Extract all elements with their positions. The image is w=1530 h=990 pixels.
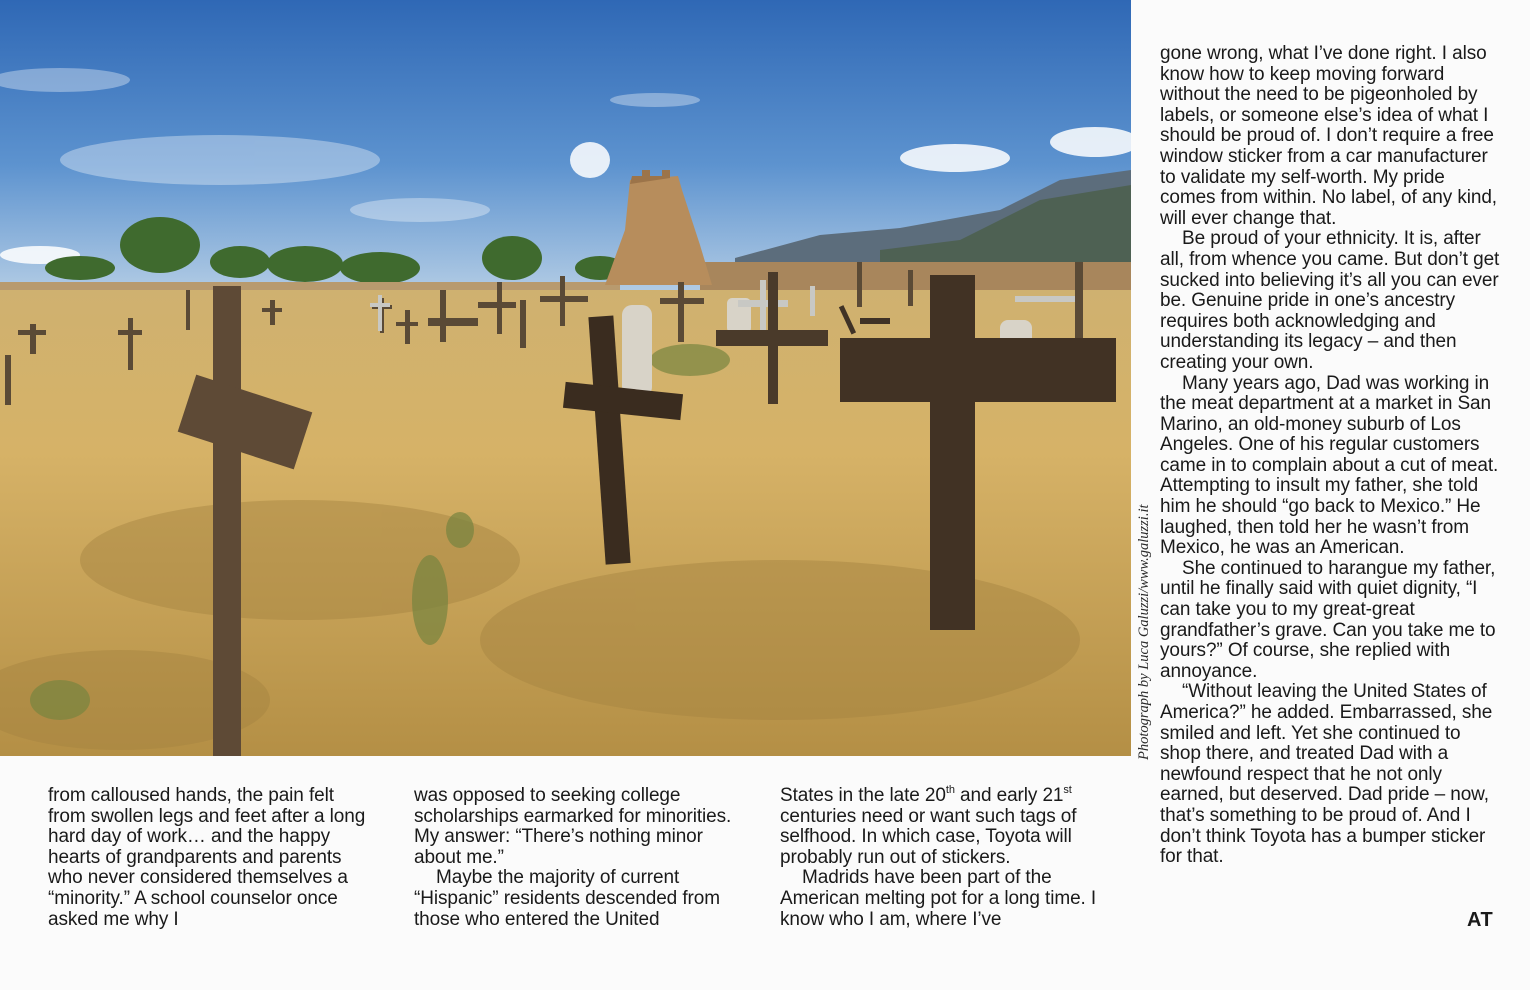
paragraph: “Without leaving the United States of America?” he added. Embarrassed, she smiled and left. Yet she continued to shop there, and treated Dad with a newfound respect that he not only earned, but deserved. Dad pride – now, that’s something to be proud of. And I don’t think Toyota has a bumper sticker for that. (1160, 681, 1493, 868)
paragraph: She continued to harangue my father, until he finally said with quiet dignity, “I can take you to my great-great grandfather’s grave. Can you take me to yours?” Of course, she replied with annoyance. (1160, 557, 1496, 682)
text-column-2 (414, 786, 734, 930)
paragraph: gone wrong, what I’ve done right. I also know how to keep moving forward without the need to be pigeonholed by labels, or someone else’s idea of what I should be proud of. I don’t require a free window sticker from a car manufacturer to validate my self-worth. My pride comes from within. No label, of any kind, will ever change that. (1160, 43, 1497, 229)
superscript: st (1063, 783, 1072, 796)
superscript: th (945, 783, 955, 796)
paragraph: was opposed to seeking college scholarships earmarked for minorities. My answer: “There’s nothing minor about me.” (414, 785, 732, 868)
paragraph: Madrids have been part of the American melting pot for a long time. I know who I am, where I’ve (780, 867, 1097, 930)
text-column-3 (780, 783, 1100, 930)
paragraph: from calloused hands, the pain felt from swollen legs and feet after a long hard day of work… and the happy hearts of grandparents and parents who never considered themselves a “minority.” A school counselor once asked me why I (48, 785, 366, 930)
paragraph: Be proud of your ethnicity. It is, after all, from whence you came. But don’t get sucked into believing it’s all you can ever be. Genuine pride in one’s ancestry requires both acknowledging and understanding its legacy – and then creating your own. (1160, 228, 1500, 373)
end-mark: AT (1467, 909, 1494, 931)
paragraph: Maybe the majority of current “Hispanic” residents descended from those who entered the United (414, 867, 720, 930)
text-column-1 (48, 786, 368, 930)
paragraph: Many years ago, Dad was working in the meat department at a market in San Marino, an old-money suburb of Los Angeles. One of his regular customers came in to complain about a cut of meat. Attempting to insult my father, she told him he should “go back to Mexico.” He laughed, then told her he wasn’t from Mexico, he was an American. (1160, 372, 1499, 559)
photo-credit: Photograph by Luca Galuzzi/www.galuzzi.it (1136, 504, 1152, 760)
text-column-4 (1160, 44, 1500, 868)
paragraph: States in the late 20th and early 21st centuries need or want such tags of selfhood. In which case, Toyota will probably run out of stickers. (780, 783, 1077, 868)
